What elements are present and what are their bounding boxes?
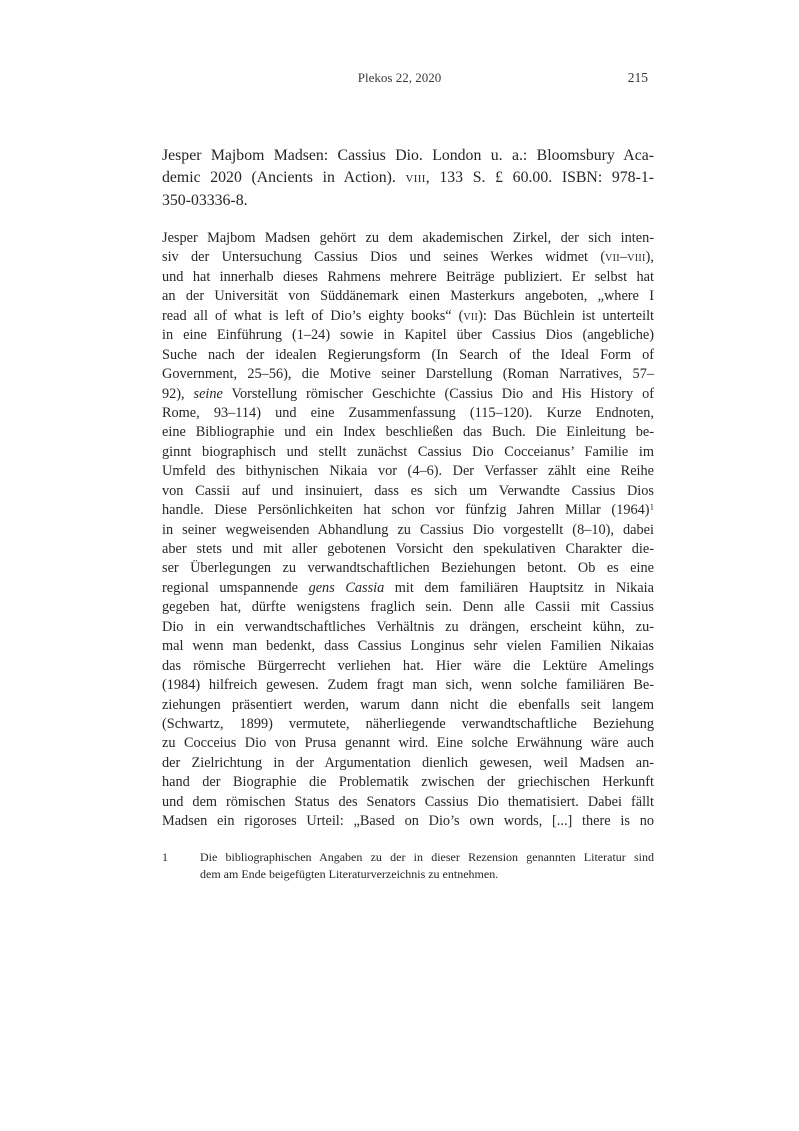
text-line	[162, 715, 654, 734]
text-run: eine Bibliographie und ein Index beschließen das Buch. Die Einleitung be-	[162, 424, 654, 441]
text-run: 350-03336-8.	[162, 191, 248, 209]
text-run: Vorstellung römischer Geschichte (Cassius Dio and His History of	[222, 385, 654, 402]
review-heading	[162, 145, 654, 212]
text-run: ),	[645, 249, 654, 266]
text-run: , 133 S. £ 60.00. ISBN: 978-1-	[425, 169, 654, 187]
text-run: von Cassii auf und insinuiert, dass es sich um Verwandte Cassius Dios	[162, 482, 654, 499]
text-run: siv der Untersuchung Cassius Dios und seines Werkes widmet (	[162, 249, 606, 266]
text-line	[162, 521, 654, 540]
text-line	[162, 773, 654, 792]
footnote-text	[200, 849, 654, 884]
text-run: und dem römischen Status des Senators Cassius Dio thematisiert. Dabei fällt	[162, 793, 654, 810]
text-line	[162, 793, 654, 812]
text-line	[162, 734, 654, 753]
text-run: dem am Ende beigefügten Literaturverzeichnis zu entnehmen.	[200, 867, 499, 882]
text-line	[162, 248, 654, 267]
text-run: ziehungen präsentiert werden, warum dann nicht die ebenfalls seit langem	[162, 696, 654, 713]
text-line	[162, 657, 654, 676]
text-run: Rome, 93–114) und eine Zusammenfassung (115–120). Kurze Endnoten,	[162, 404, 654, 421]
text-line	[162, 812, 654, 831]
text-line	[162, 579, 654, 598]
text-line	[162, 365, 654, 384]
text-run: und hat innerhalb dieses Rahmens mehrere Beiträge publiziert. Er selbst hat	[162, 268, 654, 285]
text-line	[162, 346, 654, 365]
text-run: mal wenn man bedenkt, dass Cassius Longinus sehr vielen Familien Nikaias	[162, 638, 654, 655]
text-run: seine	[193, 385, 223, 402]
text-run: Umfeld des bithynischen Nikaia vor (4–6). Der Verfasser zählt eine Reihe	[162, 463, 654, 480]
text-line	[162, 404, 654, 423]
text-run: ginnt biographisch und stellt zunächst Cassius Dio Cocceianus’ Familie im	[162, 443, 654, 460]
text-run: Die bibliographischen Angaben zu der in dieser Rezension genannten Literatur sind	[200, 850, 654, 864]
review-body	[162, 229, 654, 832]
text-run: Jesper Majbom Madsen gehört zu dem akademischen Zirkel, der sich inten-	[162, 230, 654, 246]
text-run: demic 2020 (Ancients in Action).	[162, 169, 406, 187]
text-run: Dio in ein verwandtschaftliches Verhältnis zu drängen, erscheint kühn, zu-	[162, 618, 654, 635]
text-line	[162, 482, 654, 501]
text-line	[162, 443, 654, 462]
text-run: zu Cocceius Dio von Prusa genannt wird. Eine solche Erwähnung wäre auch	[162, 735, 654, 752]
text-line	[162, 462, 654, 481]
text-run: Madsen ein rigoroses Urteil: „Based on Dio’s own words, [...] there is no	[162, 813, 654, 830]
text-line	[162, 167, 654, 189]
text-run: aber stets und mit aller gebotenen Vorsicht den spekulativen Charakter die-	[162, 541, 654, 557]
text-line	[162, 754, 654, 773]
text-run: hand der Biographie die Problematik zwischen der griechischen Herkunft	[162, 774, 654, 791]
text-line	[200, 866, 654, 883]
text-run: ser Überlegungen zu verwandtschaftlichen Beziehungen betont. Ob es eine	[162, 560, 654, 577]
text-run: mit dem familiären Hauptsitz in Nikaia	[384, 579, 654, 596]
text-run: ): Das Büchlein ist unterteilt	[478, 307, 655, 324]
text-run: das römische Bürgerrecht verliehen hat. Hier wäre die Lektüre Amelings	[162, 657, 654, 674]
text-line	[162, 287, 654, 306]
text-run: der Zielrichtung in der Argumentation dienlich gewesen, weil Madsen an-	[162, 754, 654, 771]
text-run: viii	[405, 169, 426, 187]
text-line	[162, 618, 654, 637]
text-run: (Schwartz, 1899) vermutete, näherliegende verwandtschaftliche Beziehung	[162, 715, 654, 732]
text-line	[162, 598, 654, 617]
text-line	[162, 696, 654, 715]
text-run: (1984) hilfreich gewesen. Zudem fragt man sich, wenn solche familiären Be-	[162, 677, 654, 694]
text-run: Government, 25–56), die Motive seiner Darstellung (Roman Narratives, 57–	[162, 366, 654, 383]
text-line	[162, 385, 654, 404]
running-header	[0, 70, 799, 90]
footnote	[162, 849, 654, 884]
text-line	[162, 229, 654, 248]
text-line	[162, 145, 654, 167]
page-number: 215	[627, 70, 648, 85]
text-run: read all of what is left of Dio’s eighty books“ (	[162, 307, 464, 324]
text-run: in eine Einführung (1–24) sowie in Kapitel über Cassius Dios (angebliche)	[162, 327, 654, 344]
text-line	[162, 501, 654, 520]
text-line	[162, 423, 654, 442]
footnote-number: 1	[162, 850, 168, 864]
text-run: regional umspannende	[162, 579, 309, 596]
text-run: an der Universität von Süddänemark einen Masterkurs angeboten, „where I	[162, 288, 654, 305]
text-line	[162, 637, 654, 656]
text-run: 92),	[162, 385, 194, 402]
text-line	[162, 307, 654, 326]
text-run: in seiner wegweisenden Abhandlung zu Cassius Dio vorgestellt (8–10), dabei	[162, 521, 654, 538]
text-run: Jesper Majbom Madsen: Cassius Dio. London u. a.: Bloomsbury Aca-	[162, 147, 654, 164]
text-line	[162, 268, 654, 287]
text-run: gegeben hat, dürfte wenigstens fraglich sein. Denn alle Cassii mit Cassius	[162, 599, 654, 616]
text-run: 1	[649, 501, 654, 512]
text-line	[162, 676, 654, 695]
text-line	[162, 559, 654, 578]
text-run: gens Cassia	[308, 579, 385, 596]
text-line	[162, 326, 654, 345]
text-run: vii	[463, 307, 479, 324]
text-line	[200, 849, 654, 866]
text-line	[162, 540, 654, 559]
text-run: handle. Diese Persönlichkeiten hat schon vor fünfzig Jahren Millar (1964)	[162, 502, 650, 519]
text-run: Suche nach der idealen Regierungsform (In Search of the Ideal Form of	[162, 346, 654, 363]
text-line	[162, 190, 654, 212]
journal-reference: Plekos 22, 2020	[357, 70, 442, 85]
text-run: vii–viii	[605, 249, 646, 266]
